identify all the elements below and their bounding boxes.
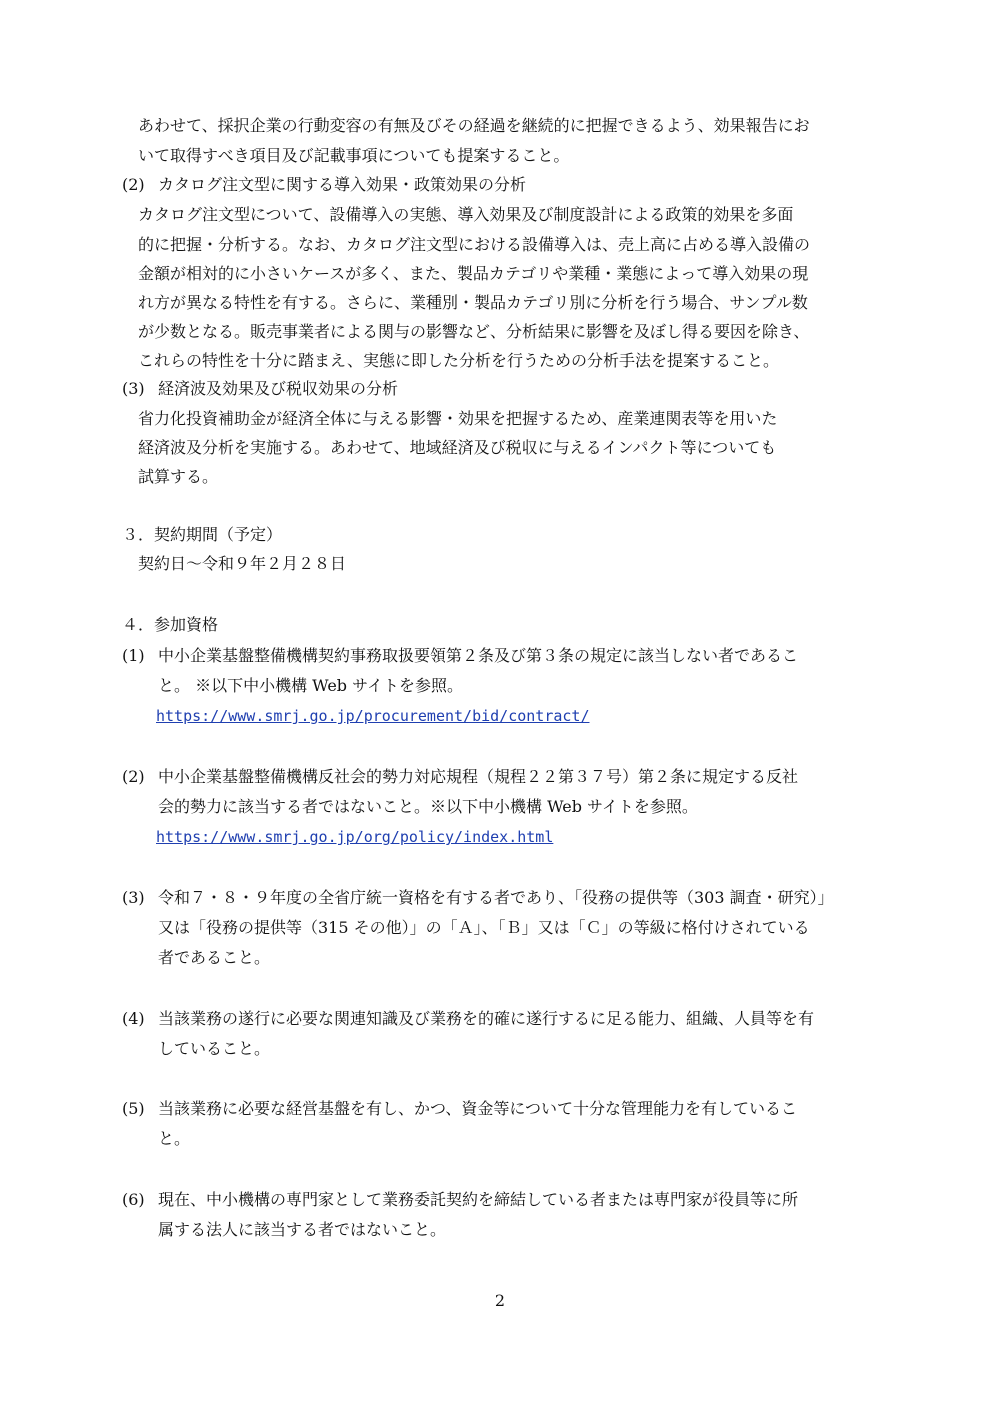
item-text-line: 中小企業基盤整備機構契約事務取扱要領第２条及び第３条の規定に該当しない者であるこ — [158, 646, 799, 665]
item-text-line: 令和７・８・９年度の全省庁統一資格を有する者であり、「役務の提供等（303 調査・研究）」 — [158, 888, 834, 907]
item-text-line: 当該業務に必要な経営基盤を有し、かつ、資金等について十分な管理能力を有しているこ — [158, 1099, 798, 1118]
item-number: (3) — [122, 888, 145, 907]
item-text-line: 現在、中小機構の専門家として業務委託契約を締結している者または専門家が役員等に所 — [158, 1190, 799, 1209]
section-heading: カタログ注文型に関する導入効果・政策効果の分析 — [158, 175, 527, 194]
item-text-line: していること。 — [158, 1039, 271, 1058]
item-number: (1) — [122, 646, 145, 665]
body-text-line: が少数となる。販売事業者による関与の影響など、分析結果に影響を及ぼし得る要因を除き、 — [138, 322, 810, 341]
item-number: (2) — [122, 767, 145, 786]
contract-rules-link[interactable]: https://www.smrj.go.jp/procurement/bid/contract/ — [156, 707, 590, 725]
item-text-line: 者であること。 — [158, 948, 271, 967]
section-heading: 経済波及効果及び税収効果の分析 — [158, 379, 399, 398]
item-text-line: 当該業務の遂行に必要な関連知識及び業務を的確に遂行するに足る能力、組織、人員等を有 — [158, 1009, 815, 1028]
contract-rules-link-wrap — [156, 705, 589, 727]
body-text-line: 的に把握・分析する。なお、カタログ注文型における設備導入は、売上高に占める導入設備の — [138, 235, 811, 254]
body-text-line: カタログ注文型について、設備導入の実態、導入効果及び制度設計による政策的効果を多面 — [138, 205, 794, 224]
item-text-line: 属する法人に該当する者ではないこと。 — [158, 1220, 447, 1239]
section-number: (2) — [122, 175, 145, 194]
section-number: (3) — [122, 379, 145, 398]
body-text-line: あわせて、採択企業の行動変容の有無及びその経過を継続的に把握できるよう、効果報告にお — [138, 116, 810, 135]
body-text-line: これらの特性を十分に踏まえ、実態に即した分析を行うための分析手法を提案すること。 — [138, 351, 779, 370]
policy-link-wrap — [156, 826, 553, 848]
body-text-line: 金額が相対的に小さいケースが多く、また、製品カテゴリや業種・業態によって導入効果の現 — [138, 264, 809, 283]
body-text-line: 省力化投資補助金が経済全体に与える影響・効果を把握するため、産業連関表等を用いた — [138, 409, 778, 428]
section-heading: ４．参加資格 — [122, 615, 219, 634]
item-number: (6) — [122, 1190, 145, 1209]
body-text-line: 経済波及分析を実施する。あわせて、地域経済及び税収に与えるインパクト等についても — [138, 438, 777, 457]
item-number: (4) — [122, 1009, 145, 1028]
item-number: (5) — [122, 1099, 145, 1118]
section-heading: ３．契約期間（予定） — [122, 525, 283, 544]
item-text-line: と。 — [158, 1129, 191, 1148]
body-text-line: いて取得すべき項目及び記載事項についても提案すること。 — [138, 146, 570, 165]
item-text-line: 又は「役務の提供等（315 その他）」の「Ａ」、「Ｂ」又は「Ｃ」の等級に格付けされている — [158, 918, 810, 937]
item-text-line: 会的勢力に該当する者ではないこと。※以下中小機構 Web サイトを参照。 — [158, 797, 698, 816]
item-text-line: と。 ※以下中小機構 Web サイトを参照。 — [158, 676, 463, 695]
policy-link[interactable]: https://www.smrj.go.jp/org/policy/index.html — [156, 828, 554, 846]
body-text-line: 試算する。 — [138, 467, 219, 486]
item-text-line: 中小企業基盤整備機構反社会的勢力対応規程（規程２２第３７号）第２条に規定する反社 — [158, 767, 799, 786]
contract-period-text: 契約日～令和９年２月２８日 — [138, 554, 347, 573]
page-number: 2 — [494, 1291, 506, 1310]
body-text-line: れ方が異なる特性を有する。さらに、業種別・製品カテゴリ別に分析を行う場合、サンプル数 — [138, 293, 808, 312]
